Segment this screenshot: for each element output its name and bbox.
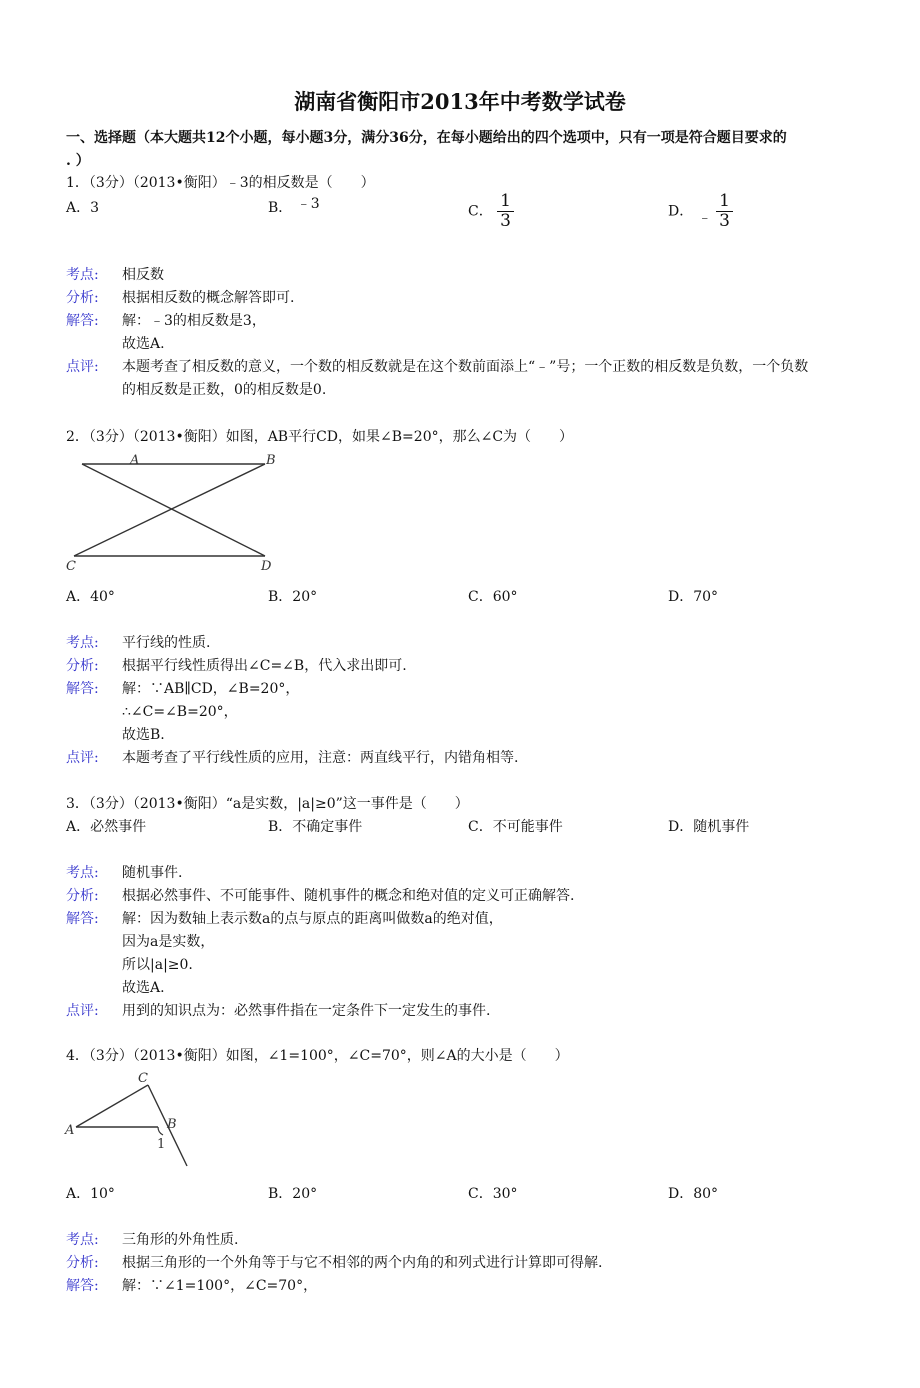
q2-fenxi: 根据平行线性质得出∠C=∠B，代入求出即可. — [122, 658, 407, 674]
angle-1-label: 1 — [157, 1137, 166, 1152]
angle-1-arc — [158, 1127, 163, 1135]
q3-option-b: B．不确定事件 — [268, 819, 363, 835]
q1-option-c — [468, 192, 514, 231]
q2-kaodian-label: 考点: — [66, 635, 99, 651]
page-title: 湖南省衡阳市2013年中考数学试卷 — [294, 89, 626, 114]
q1-fenxi-label: 分析: — [66, 290, 99, 306]
q3-fenxi-label: 分析: — [66, 888, 99, 904]
q2-dianping: 本题考查了平行线性质的应用，注意：两直线平行，内错角相等. — [122, 750, 519, 766]
q2-jieda-line2: ∴∠C=∠B=20°， — [122, 704, 238, 720]
q4-figure-triangle — [60, 1068, 200, 1173]
q2-option-d: D．70° — [668, 589, 719, 605]
fraction-numerator: 1 — [716, 192, 733, 212]
q3-dianping: 用到的知识点为：必然事件指在一定条件下一定发生的事件. — [122, 1003, 491, 1019]
q3-jieda-line4: 故选A. — [122, 980, 165, 996]
q4-fenxi: 根据三角形的一个外角等于与它不相邻的两个内角的和列式进行计算即可得解. — [122, 1255, 603, 1271]
point-b-label: B — [167, 1117, 177, 1132]
q1-kaodian: 相反数 — [122, 267, 164, 283]
q3-fenxi: 根据必然事件、不可能事件、随机事件的概念和绝对值的定义可正确解答. — [122, 888, 575, 904]
q3-option-c: C．不可能事件 — [468, 819, 563, 835]
q2-stem: 2．（3分）（2013•衡阳）如图，AB平行CD，如果∠B=20°，那么∠C为（ ） — [66, 429, 574, 445]
q4-option-a: A．10° — [66, 1186, 115, 1202]
q4-jieda-line1: 解：∵∠1=100°，∠C=70°， — [122, 1278, 318, 1294]
point-d-label: D — [261, 559, 272, 574]
q4-option-b: B．20° — [268, 1186, 318, 1202]
q1-option-c-prefix: C． — [468, 203, 493, 220]
q1-option-b-prefix: B． — [268, 200, 293, 216]
q2-option-c: C．60° — [468, 589, 518, 605]
section-header-line2: . ） — [66, 153, 90, 169]
q1-option-d-fraction — [716, 192, 733, 231]
q4-option-d: D．80° — [668, 1186, 719, 1202]
q2-option-b: B．20° — [268, 589, 318, 605]
q3-kaodian-label: 考点: — [66, 865, 99, 881]
q1-dianping-label: 点评: — [66, 359, 99, 375]
q1-kaodian-label: 考点: — [66, 267, 99, 283]
q3-stem: 3．（3分）（2013•衡阳）“a是实数，|a|≥0”这一事件是（ ） — [66, 796, 469, 812]
q4-jieda-label: 解答: — [66, 1278, 99, 1294]
q1-stem: 1．（3分）（2013•衡阳）﹣3的相反数是（ ） — [66, 175, 375, 191]
q1-option-d — [668, 192, 733, 231]
q1-fenxi: 根据相反数的概念解答即可. — [122, 290, 295, 306]
q2-dianping-label: 点评: — [66, 750, 99, 766]
q2-jieda-line1: 解：∵AB∥CD，∠B=20°， — [122, 681, 300, 697]
point-a-label: A — [130, 453, 140, 468]
q4-stem: 4．（3分）（2013•衡阳）如图，∠1=100°，∠C=70°，则∠A的大小是（ ） — [66, 1048, 569, 1064]
q4-fenxi-label: 分析: — [66, 1255, 99, 1271]
q4-kaodian-label: 考点: — [66, 1232, 99, 1248]
q2-jieda-line3: 故选B. — [122, 727, 165, 743]
q2-fenxi-label: 分析: — [66, 658, 99, 674]
q3-option-d: D．随机事件 — [668, 819, 750, 835]
q1-option-d-prefix: D． — [668, 203, 694, 220]
q3-dianping-label: 点评: — [66, 1003, 99, 1019]
segment-ac — [76, 1085, 148, 1127]
q1-option-c-fraction — [497, 192, 514, 231]
q1-option-b-value: ﹣3 — [296, 196, 320, 212]
q1-jieda-line2: 故选A. — [122, 336, 165, 352]
point-c-label: C — [66, 559, 76, 574]
q1-option-d-sign: ﹣ — [697, 209, 712, 226]
fraction-numerator: 1 — [497, 192, 514, 212]
fraction-denominator: 3 — [719, 211, 730, 231]
q1-dianping-line1: 本题考查了相反数的意义，一个数的相反数就是在这个数前面添上“﹣”号；一个正数的相反数是负数，一个负数 — [122, 359, 809, 375]
q2-kaodian: 平行线的性质. — [122, 635, 211, 651]
q2-jieda-label: 解答: — [66, 681, 99, 697]
q3-option-a: A．必然事件 — [66, 819, 147, 835]
section-header-line1: 一、选择题（本大题共12个小题，每小题3分，满分36分，在每小题给出的四个选项中，只有一项是符合题目要求的 — [66, 130, 787, 146]
q1-jieda-label: 解答: — [66, 313, 99, 329]
point-b-label: B — [266, 453, 276, 468]
fraction-denominator: 3 — [500, 211, 511, 231]
q3-jieda-line2: 因为a是实数， — [122, 934, 215, 950]
point-c-label: C — [138, 1071, 148, 1086]
q1-jieda-line1: 解：﹣3的相反数是3， — [122, 313, 266, 329]
q3-jieda-label: 解答: — [66, 911, 99, 927]
q3-kaodian: 随机事件. — [122, 865, 183, 881]
q2-option-a: A．40° — [66, 589, 115, 605]
point-a-label: A — [65, 1123, 75, 1138]
q3-jieda-line1: 解：因为数轴上表示数a的点与原点的距离叫做数a的绝对值， — [122, 911, 503, 927]
q1-dianping-line2: 的相反数是正数，0的相反数是0. — [122, 382, 327, 398]
q2-figure-parallel-lines — [60, 450, 290, 580]
q1-option-b — [268, 197, 320, 217]
q4-option-c: C．30° — [468, 1186, 518, 1202]
q4-kaodian: 三角形的外角性质. — [122, 1232, 239, 1248]
q1-option-a: A．3 — [66, 200, 100, 216]
q3-jieda-line3: 所以|a|≥0. — [122, 957, 193, 973]
